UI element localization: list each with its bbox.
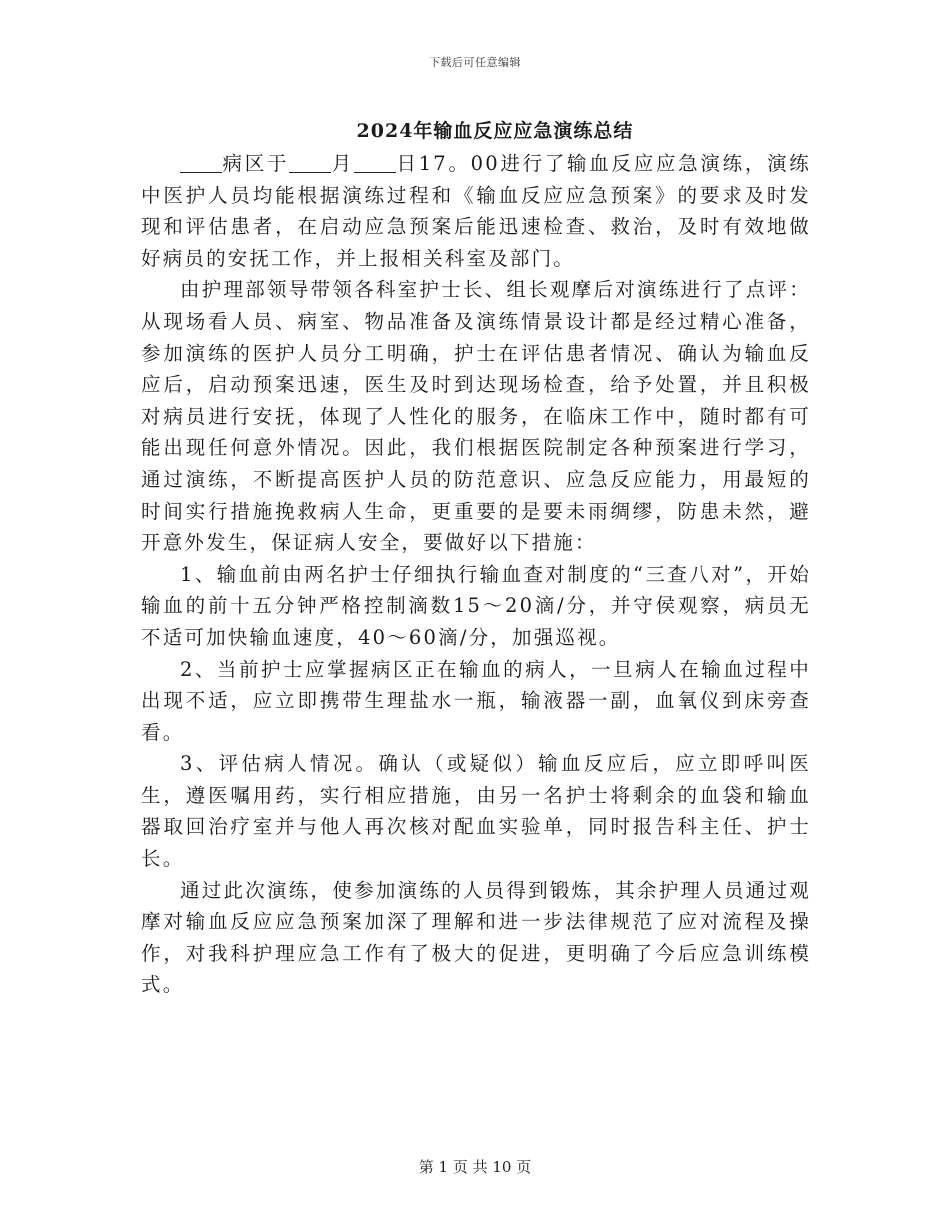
fill-blank-ward (180, 153, 222, 174)
fill-blank-day (354, 153, 396, 174)
document-body (141, 148, 811, 1001)
page-number: 第 1 页 共 10 页 (418, 1158, 532, 1176)
paragraph-measure-3: 3、评估病人情况。确认（或疑似）输血反应后，应立即呼叫医生，遵医嘱用药，实行相应措施，由另一名护士将剩余的血袋和输血器取回治疗室并与他人再次核对配血实验单，同时报告科主任、护士长。 (141, 752, 811, 871)
intro-segment-2: 月 (331, 152, 354, 175)
intro-segment-1: 病区于 (222, 152, 290, 175)
document-title: 2024年输血反应应急演练总结 (356, 120, 634, 142)
paragraph-measure-2: 2、当前护士应掌握病区正在输血的病人，一旦病人在输血过程中出现不适，应立即携带生理盐水一瓶，输液器一副，血氧仪到床旁查看。 (141, 657, 811, 744)
paragraph-evaluation: 由护理部领导带领各科室护士长、组长观摩后对演练进行了点评：从现场看人员、病室、物品准备及演练情景设计都是经过精心准备，参加演练的医护人员分工明确，护士在评估患者情况、确认为输血反应后，启动预案迅速，医生及时到达现场检查，给予处置，并且积极对病员进行安抚，体现了人性化的服务，在临床工作中，随时都有可能出现任何意外情况。因此，我们根据医院制定各种预案进行学习，通过演练，不断提高医护人员的防范意识、应急反应能力，用最短的时间实行措施挽救病人生命，更重要的是要未雨绸缪，防患未然，避开意外发生，保证病人安全，要做好以下措施： (141, 278, 811, 555)
intro-paragraph (141, 148, 811, 274)
header-note: 下载后可任意编辑 (429, 56, 521, 69)
intro-segment-3: 日17。00进行了输血反应应急演练，演练中医护人员均能根据演练过程和《输血反应应急预案》的要求及时发现和评估患者，在启动应急预案后能迅速检查、救治，及时有效地做好病员的安抚工作，并上报相关科室及部门。 (141, 152, 811, 270)
paragraph-measure-1: 1、输血前由两名护士仔细执行输血查对制度的“三查八对”，开始输血的前十五分钟严格控制滴数15～20滴/分，并守侯观察，病员无不适可加快输血速度，40～60滴/分，加强巡视。 (141, 562, 811, 649)
paragraph-conclusion: 通过此次演练，使参加演练的人员得到锻炼，其余护理人员通过观摩对输血反应应急预案加深了理解和进一步法律规范了应对流程及操作，对我科护理应急工作有了极大的促进，更明确了今后应急训练模式。 (141, 878, 811, 997)
fill-blank-month (289, 153, 331, 174)
